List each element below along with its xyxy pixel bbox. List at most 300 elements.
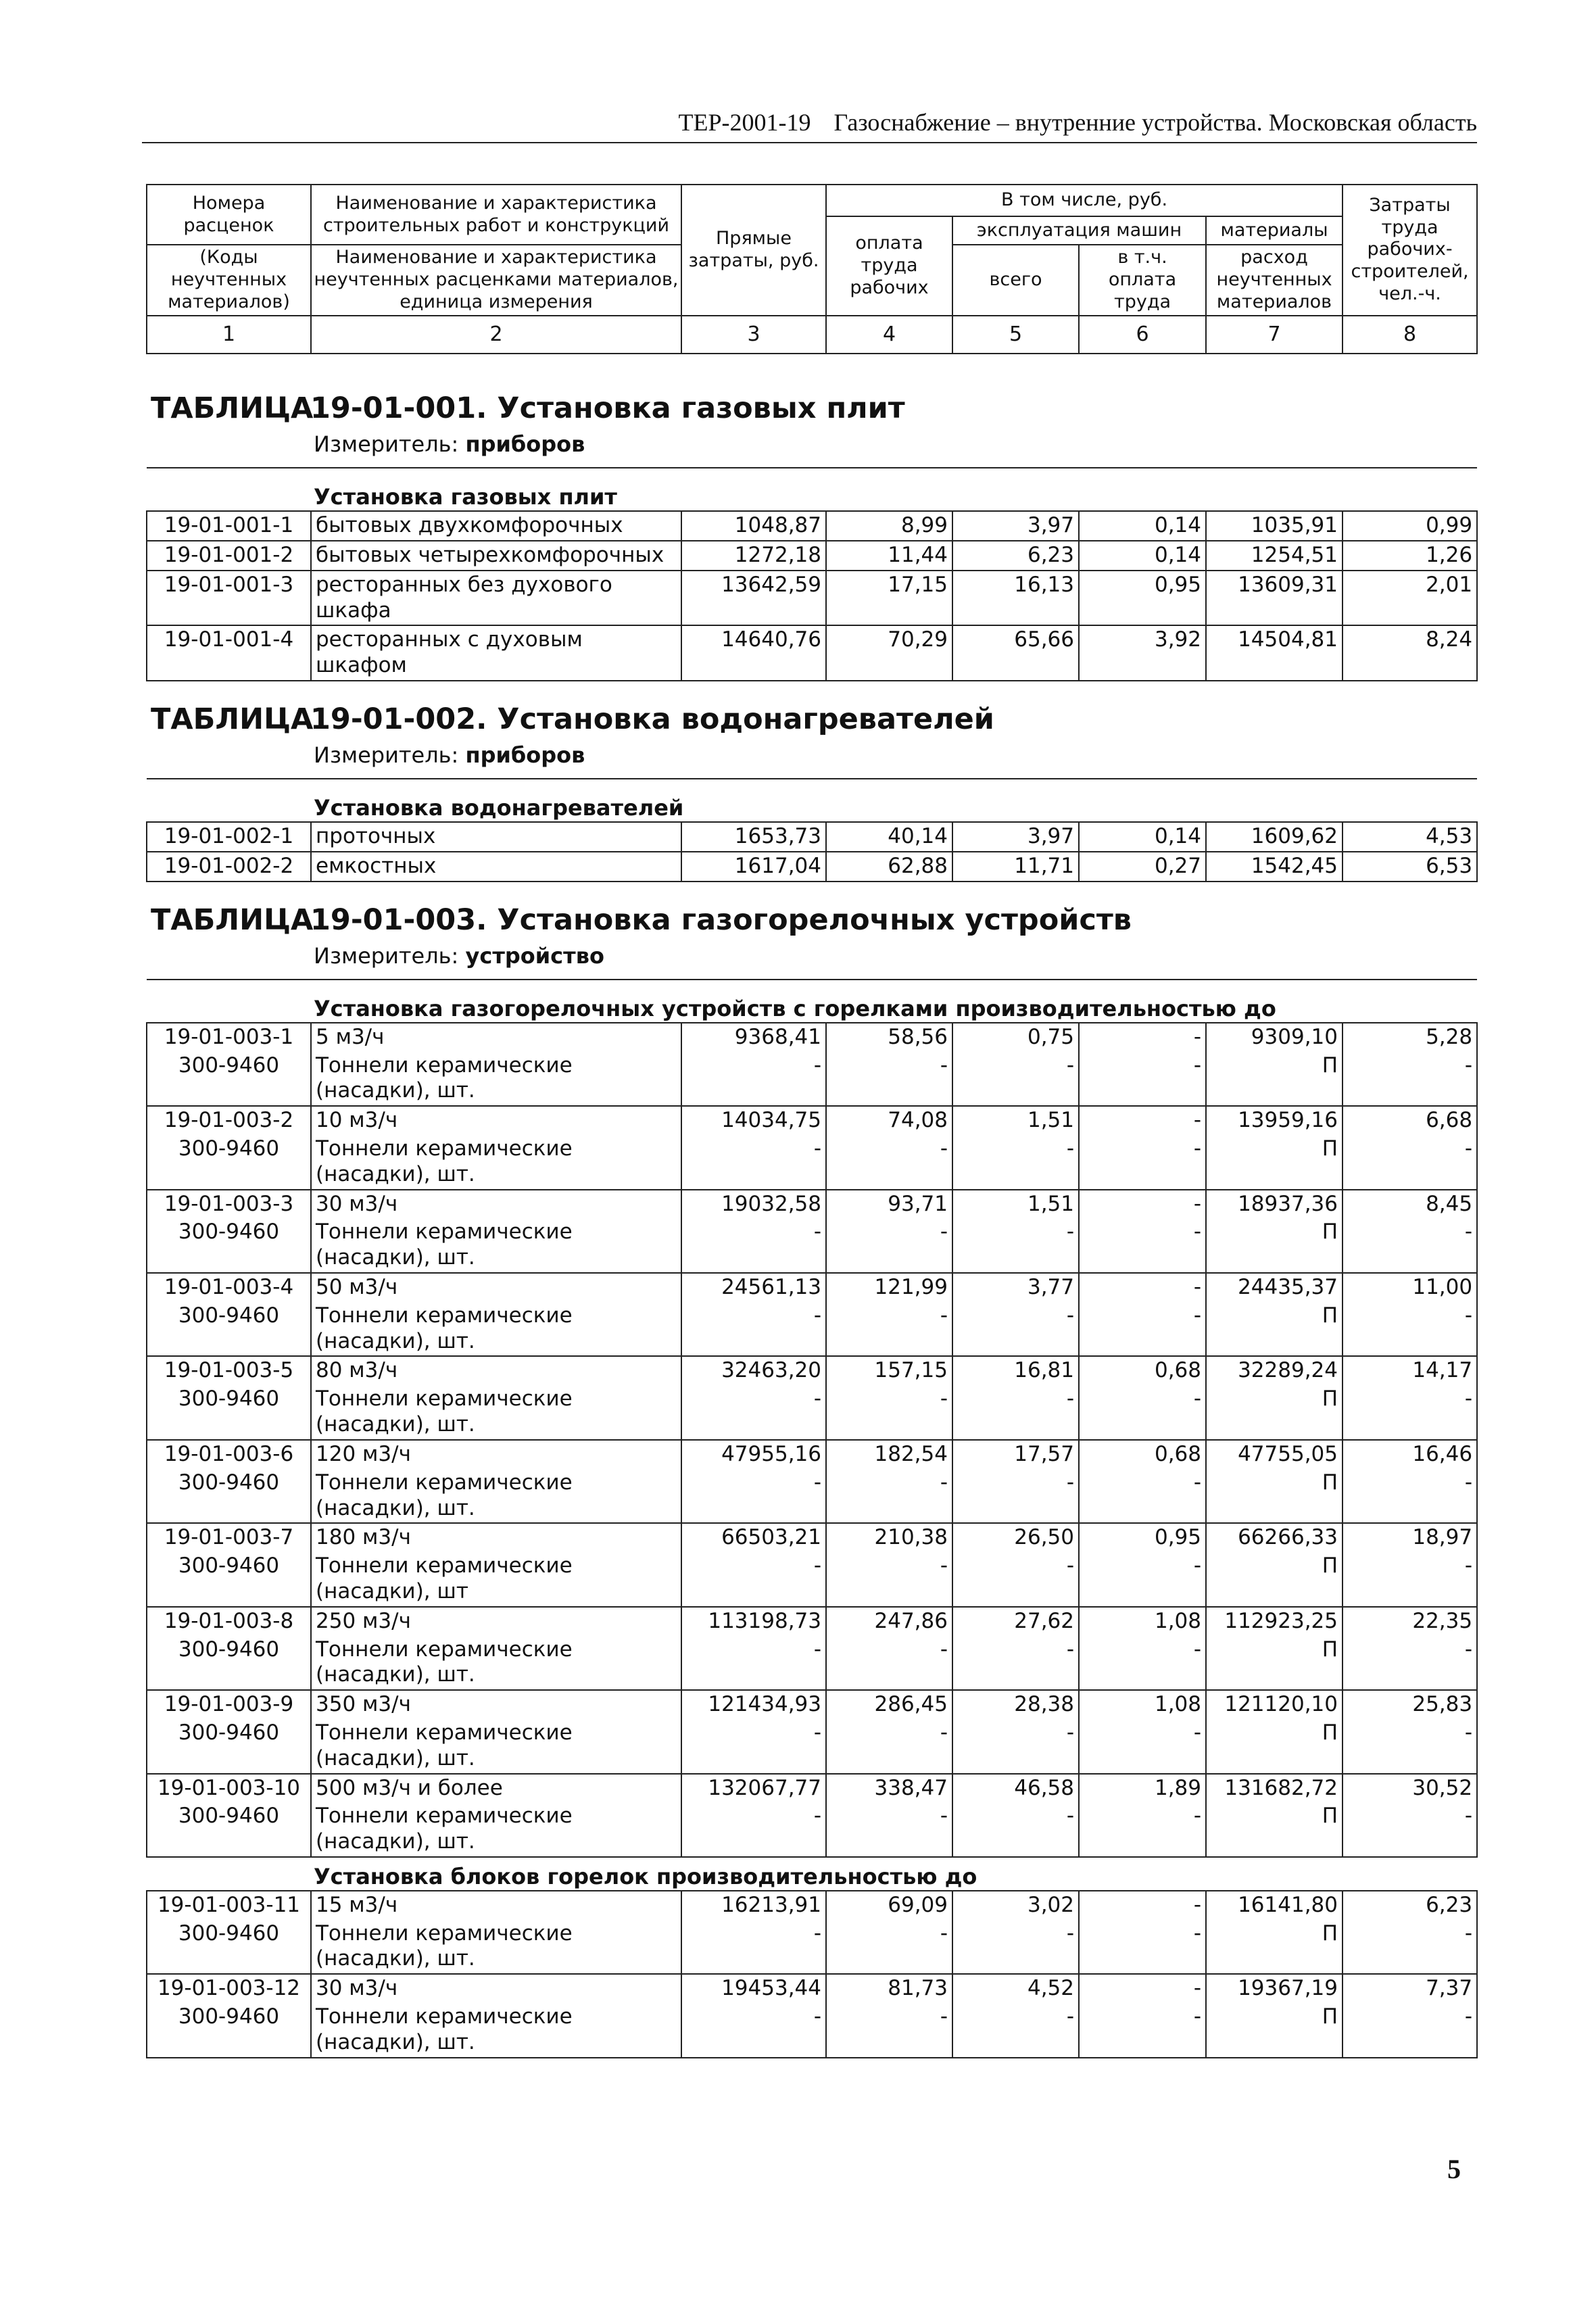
measure-value: устройство <box>465 943 604 969</box>
cell-c7: П <box>1206 1052 1343 1107</box>
cell-c3: - <box>681 1385 826 1440</box>
cell-c3: 1653,73 <box>681 822 826 852</box>
cell-c3: - <box>681 1802 826 1857</box>
material-row <box>147 2003 1477 2058</box>
cell-name: Тоннели керамические (насадки), шт. <box>311 2003 681 2058</box>
cell-name: 15 м3/ч <box>311 1891 681 1920</box>
cell-code: 19-01-003-4 <box>147 1273 311 1302</box>
cell-c5: 28,38 <box>952 1690 1079 1719</box>
machines-header: эксплуатация машин <box>952 216 1206 245</box>
cell-c3: 1617,04 <box>681 852 826 882</box>
cell-c4: 157,15 <box>826 1356 952 1385</box>
cell-c6: 0,14 <box>1079 822 1206 852</box>
material-row <box>147 1636 1477 1691</box>
table-row <box>147 1774 1477 1803</box>
cell-c3: 24561,13 <box>681 1273 826 1302</box>
table-row <box>147 1440 1477 1469</box>
cell-c5: - <box>952 1218 1079 1273</box>
cell-code: 19-01-003-8 <box>147 1607 311 1636</box>
subtitle-row <box>147 1857 1477 1891</box>
col-number-7: 7 <box>1206 316 1343 354</box>
table-row <box>147 571 1477 626</box>
cell-c8: - <box>1343 2003 1477 2058</box>
cell-c3: 132067,77 <box>681 1774 826 1803</box>
cell-c5: - <box>952 1052 1079 1107</box>
cell-c3: 19032,58 <box>681 1190 826 1219</box>
cell-c7: 131682,72 <box>1206 1774 1343 1803</box>
section-title <box>147 882 1477 942</box>
cell-c6: - <box>1079 1802 1206 1857</box>
cell-c4: 11,44 <box>826 541 952 571</box>
cell-name: 30 м3/ч <box>311 1974 681 2003</box>
cell-name: Тоннели керамические (насадки), шт. <box>311 1920 681 1975</box>
cell-c5: 3,77 <box>952 1273 1079 1302</box>
table-row <box>147 1891 1477 1920</box>
cell-code: 19-01-001-3 <box>147 571 311 626</box>
cell-name: Тоннели керамические (насадки), шт <box>311 1552 681 1607</box>
cell-c4: - <box>826 1469 952 1524</box>
cell-c4: - <box>826 2003 952 2058</box>
cell-name: проточных <box>311 822 681 852</box>
cell-c6: 0,95 <box>1079 571 1206 626</box>
cell-code: 300-9460 <box>147 1552 311 1607</box>
cell-name: 500 м3/ч и более <box>311 1774 681 1803</box>
cell-code: 19-01-001-1 <box>147 511 311 541</box>
cell-c8: 22,35 <box>1343 1607 1477 1636</box>
group-subtitle: Установка газовых плит <box>147 468 1477 511</box>
cell-c6: 0,14 <box>1079 541 1206 571</box>
cell-c4: 81,73 <box>826 1974 952 2003</box>
running-header <box>142 108 1477 143</box>
cell-c3: 13642,59 <box>681 571 826 626</box>
table-row <box>147 1356 1477 1385</box>
cell-c4: 121,99 <box>826 1273 952 1302</box>
cell-c7: 9309,10 <box>1206 1023 1343 1052</box>
table-row <box>147 1607 1477 1636</box>
group-subtitle: Установка газогорелочных устройств с горелками производительностью до <box>147 980 1477 1023</box>
cell-c7: П <box>1206 1218 1343 1273</box>
document-title: Газоснабжение – внутренние устройства. Московская область <box>833 109 1477 136</box>
cell-c6: - <box>1079 1636 1206 1691</box>
cell-name: Тоннели керамические (насадки), шт. <box>311 1302 681 1357</box>
table-row <box>147 822 1477 852</box>
cell-name: 30 м3/ч <box>311 1190 681 1219</box>
cell-c6: - <box>1079 1023 1206 1052</box>
cell-c7: П <box>1206 2003 1343 2058</box>
measure-row <box>147 942 1477 980</box>
measure <box>147 942 1477 980</box>
rates-table <box>146 370 1478 2058</box>
cell-c8: - <box>1343 1552 1477 1607</box>
cell-c7: П <box>1206 1636 1343 1691</box>
cell-c6: - <box>1079 1135 1206 1190</box>
cell-c8: 18,97 <box>1343 1523 1477 1552</box>
cell-c4: 69,09 <box>826 1891 952 1920</box>
material-row <box>147 1552 1477 1607</box>
cell-c7: П <box>1206 1469 1343 1524</box>
cell-c7: 1542,45 <box>1206 852 1343 882</box>
cell-c3: - <box>681 1218 826 1273</box>
measure-row <box>147 430 1477 468</box>
cell-c6: - <box>1079 1190 1206 1219</box>
cell-c5: - <box>952 1302 1079 1357</box>
cell-c5: 11,71 <box>952 852 1079 882</box>
cell-c3: - <box>681 1052 826 1107</box>
cell-c5: 26,50 <box>952 1523 1079 1552</box>
cell-c6: 3,92 <box>1079 625 1206 681</box>
cell-c7: 1609,62 <box>1206 822 1343 852</box>
cell-name: Тоннели керамические (насадки), шт. <box>311 1135 681 1190</box>
cell-name: 50 м3/ч <box>311 1273 681 1302</box>
cell-c7: 112923,25 <box>1206 1607 1343 1636</box>
col-number-2: 2 <box>311 316 681 354</box>
cell-code: 300-9460 <box>147 1218 311 1273</box>
cell-c5: 3,97 <box>952 511 1079 541</box>
cell-c7: 13959,16 <box>1206 1106 1343 1135</box>
cell-name: Тоннели керамические (насадки), шт. <box>311 1719 681 1774</box>
section-heading: 19-01-003. Установка газогорелочных устройств <box>310 902 1132 937</box>
measure-value: приборов <box>465 431 585 458</box>
cell-code: 19-01-003-12 <box>147 1974 311 2003</box>
table-row <box>147 1023 1477 1052</box>
material-row <box>147 1469 1477 1524</box>
material-row <box>147 1052 1477 1107</box>
measure-label: Измеритель: <box>314 742 459 769</box>
cell-code: 19-01-003-6 <box>147 1440 311 1469</box>
measure <box>147 741 1477 779</box>
cell-c8: 2,01 <box>1343 571 1477 626</box>
cell-c4: 247,86 <box>826 1607 952 1636</box>
cell-name: Тоннели керамические (насадки), шт. <box>311 1052 681 1107</box>
cell-c4: 17,15 <box>826 571 952 626</box>
table-row <box>147 1690 1477 1719</box>
cell-c8: - <box>1343 1920 1477 1975</box>
cell-c7: П <box>1206 1719 1343 1774</box>
cell-c4: 182,54 <box>826 1440 952 1469</box>
group-header: В том числе, руб. <box>826 185 1343 216</box>
cell-c3: - <box>681 1302 826 1357</box>
cell-c3: 14640,76 <box>681 625 826 681</box>
cell-c7: 16141,80 <box>1206 1891 1343 1920</box>
cell-c8: 14,17 <box>1343 1356 1477 1385</box>
cell-c4: - <box>826 1636 952 1691</box>
cell-c3: 19453,44 <box>681 1974 826 2003</box>
cell-name: 350 м3/ч <box>311 1690 681 1719</box>
page-number: 5 <box>1447 2154 1461 2184</box>
cell-code: 19-01-003-2 <box>147 1106 311 1135</box>
cell-c4: 93,71 <box>826 1190 952 1219</box>
cell-c7: П <box>1206 1135 1343 1190</box>
cell-c4: 8,99 <box>826 511 952 541</box>
cell-c5: - <box>952 2003 1079 2058</box>
section-label: ТАБЛИЦА <box>151 902 314 937</box>
col-number-5: 5 <box>952 316 1079 354</box>
cell-c6: - <box>1079 1719 1206 1774</box>
cell-c8: 7,37 <box>1343 1974 1477 2003</box>
cell-c3: 16213,91 <box>681 1891 826 1920</box>
cell-c4: - <box>826 1052 952 1107</box>
cell-code: 19-01-002-1 <box>147 822 311 852</box>
material-row <box>147 1802 1477 1857</box>
cell-c6: 0,68 <box>1079 1356 1206 1385</box>
cell-c7: П <box>1206 1920 1343 1975</box>
cell-c4: 58,56 <box>826 1023 952 1052</box>
col2b-header: Наименование и характеристика неучтенных расценками материалов, единица измерения <box>311 245 681 316</box>
measure-row <box>147 741 1477 779</box>
cell-code: 300-9460 <box>147 2003 311 2058</box>
cell-c6: - <box>1079 1273 1206 1302</box>
cell-name: 250 м3/ч <box>311 1607 681 1636</box>
cell-c3: - <box>681 1636 826 1691</box>
group-subtitle: Установка водонагревателей <box>147 779 1477 822</box>
cell-c5: - <box>952 1636 1079 1691</box>
cell-name: Тоннели керамические (насадки), шт. <box>311 1385 681 1440</box>
cell-c3: 66503,21 <box>681 1523 826 1552</box>
cell-c3: 1272,18 <box>681 541 826 571</box>
col4-header: оплата труда рабочих <box>826 216 952 316</box>
cell-code: 19-01-002-2 <box>147 852 311 882</box>
cell-c6: 0,68 <box>1079 1440 1206 1469</box>
col3-header: Прямые затраты, руб. <box>681 185 826 316</box>
column-header-table <box>146 184 1478 354</box>
cell-c7: 121120,10 <box>1206 1690 1343 1719</box>
section-title <box>147 370 1477 430</box>
cell-c4: 74,08 <box>826 1106 952 1135</box>
cell-c4: - <box>826 1218 952 1273</box>
cell-name: 80 м3/ч <box>311 1356 681 1385</box>
cell-c8: - <box>1343 1636 1477 1691</box>
cell-name: ресторанных с духовым шкафом <box>311 625 681 681</box>
cell-c7: П <box>1206 1385 1343 1440</box>
cell-code: 19-01-001-2 <box>147 541 311 571</box>
cell-c6: - <box>1079 1974 1206 2003</box>
cell-code: 19-01-003-1 <box>147 1023 311 1052</box>
cell-code: 300-9460 <box>147 1719 311 1774</box>
cell-c5: 1,51 <box>952 1190 1079 1219</box>
cell-code: 300-9460 <box>147 1135 311 1190</box>
col-number-8: 8 <box>1343 316 1477 354</box>
cell-c5: 27,62 <box>952 1607 1079 1636</box>
cell-c3: - <box>681 1135 826 1190</box>
table-row <box>147 1106 1477 1135</box>
cell-code: 300-9460 <box>147 1052 311 1107</box>
cell-c8: - <box>1343 1469 1477 1524</box>
col6-header: в т.ч. оплата труда <box>1079 245 1206 316</box>
cell-c4: - <box>826 1802 952 1857</box>
col-number-6: 6 <box>1079 316 1206 354</box>
cell-c5: - <box>952 1552 1079 1607</box>
cell-c4: - <box>826 1302 952 1357</box>
cell-c8: 11,00 <box>1343 1273 1477 1302</box>
table-row <box>147 541 1477 571</box>
cell-c5: 16,13 <box>952 571 1079 626</box>
material-row <box>147 1385 1477 1440</box>
cell-c6: - <box>1079 1106 1206 1135</box>
cell-c5: - <box>952 1719 1079 1774</box>
cell-code: 19-01-001-4 <box>147 625 311 681</box>
cell-c3: - <box>681 1719 826 1774</box>
section-heading: 19-01-001. Установка газовых плит <box>310 391 905 425</box>
cell-c4: 70,29 <box>826 625 952 681</box>
cell-c3: - <box>681 1552 826 1607</box>
cell-c4: - <box>826 1552 952 1607</box>
cell-c3: 9368,41 <box>681 1023 826 1052</box>
table-row <box>147 511 1477 541</box>
cell-c8: 16,46 <box>1343 1440 1477 1469</box>
cell-c8: 6,53 <box>1343 852 1477 882</box>
cell-c7: 32289,24 <box>1206 1356 1343 1385</box>
cell-name: 180 м3/ч <box>311 1523 681 1552</box>
cell-code: 300-9460 <box>147 1385 311 1440</box>
cell-c7: 1035,91 <box>1206 511 1343 541</box>
cell-name: Тоннели керамические (насадки), шт. <box>311 1469 681 1524</box>
section-label: ТАБЛИЦА <box>151 702 314 736</box>
cell-c8: - <box>1343 1218 1477 1273</box>
cell-c5: 6,23 <box>952 541 1079 571</box>
cell-code: 19-01-003-5 <box>147 1356 311 1385</box>
cell-c4: - <box>826 1135 952 1190</box>
cell-name: 120 м3/ч <box>311 1440 681 1469</box>
cell-name: Тоннели керамические (насадки), шт. <box>311 1636 681 1691</box>
measure <box>147 430 1477 468</box>
cell-c6: 1,08 <box>1079 1690 1206 1719</box>
col5-header: всего <box>952 245 1079 316</box>
cell-c8: 4,53 <box>1343 822 1477 852</box>
cell-c6: - <box>1079 1218 1206 1273</box>
cell-c8: - <box>1343 1385 1477 1440</box>
cell-c7: 24435,37 <box>1206 1273 1343 1302</box>
cell-c3: 121434,93 <box>681 1690 826 1719</box>
measure-label: Измеритель: <box>314 431 459 458</box>
measure-label: Измеритель: <box>314 943 459 969</box>
cell-c5: - <box>952 1469 1079 1524</box>
cell-c7: 18937,36 <box>1206 1190 1343 1219</box>
material-row <box>147 1218 1477 1273</box>
cell-code: 300-9460 <box>147 1636 311 1691</box>
cell-name: 5 м3/ч <box>311 1023 681 1052</box>
table-row <box>147 1190 1477 1219</box>
col1-header: Номера расценок <box>147 185 311 245</box>
table-row <box>147 625 1477 681</box>
cell-code: 300-9460 <box>147 1920 311 1975</box>
cell-c7: 66266,33 <box>1206 1523 1343 1552</box>
col-number-4: 4 <box>826 316 952 354</box>
cell-c6: - <box>1079 2003 1206 2058</box>
cell-c8: 8,24 <box>1343 625 1477 681</box>
cell-code: 19-01-003-9 <box>147 1690 311 1719</box>
cell-c5: 3,97 <box>952 822 1079 852</box>
subtitle-row <box>147 779 1477 822</box>
cell-c5: 0,75 <box>952 1023 1079 1052</box>
cell-c3: - <box>681 1920 826 1975</box>
cell-c3: - <box>681 2003 826 2058</box>
cell-c4: 62,88 <box>826 852 952 882</box>
cell-c8: - <box>1343 1802 1477 1857</box>
col1b-header: (Коды неучтенных материалов) <box>147 245 311 316</box>
cell-c6: - <box>1079 1302 1206 1357</box>
cell-c4: 40,14 <box>826 822 952 852</box>
cell-c8: - <box>1343 1302 1477 1357</box>
cell-c6: - <box>1079 1891 1206 1920</box>
subtitle-row <box>147 468 1477 511</box>
cell-name: Тоннели керамические (насадки), шт. <box>311 1802 681 1857</box>
cell-c8: - <box>1343 1135 1477 1190</box>
cell-c3: 14034,75 <box>681 1106 826 1135</box>
cell-c6: - <box>1079 1385 1206 1440</box>
cell-c8: - <box>1343 1052 1477 1107</box>
cell-c6: 0,27 <box>1079 852 1206 882</box>
cell-c8: 6,23 <box>1343 1891 1477 1920</box>
cell-c7: 19367,19 <box>1206 1974 1343 2003</box>
col7-header: расход неучтенных материалов <box>1206 245 1343 316</box>
material-row <box>147 1302 1477 1357</box>
cell-c3: - <box>681 1469 826 1524</box>
cell-code: 300-9460 <box>147 1302 311 1357</box>
document-code: ТЕР-2001-19 <box>678 109 811 136</box>
cell-c6: 0,14 <box>1079 511 1206 541</box>
cell-c3: 113198,73 <box>681 1607 826 1636</box>
cell-c6: 0,95 <box>1079 1523 1206 1552</box>
cell-name: емкостных <box>311 852 681 882</box>
cell-c5: 65,66 <box>952 625 1079 681</box>
table-row <box>147 852 1477 882</box>
section-heading: 19-01-002. Установка водонагревателей <box>310 702 994 736</box>
section-title-row <box>147 882 1477 942</box>
col8-header: Затраты труда рабочих-строителей, чел.-ч. <box>1343 185 1477 316</box>
cell-c6: - <box>1079 1469 1206 1524</box>
cell-c8: 30,52 <box>1343 1774 1477 1803</box>
cell-c8: 6,68 <box>1343 1106 1477 1135</box>
cell-c8: 0,99 <box>1343 511 1477 541</box>
section-title-row <box>147 370 1477 430</box>
cell-c7: 1254,51 <box>1206 541 1343 571</box>
cell-code: 19-01-003-7 <box>147 1523 311 1552</box>
cell-code: 19-01-003-3 <box>147 1190 311 1219</box>
materials-header: материалы <box>1206 216 1343 245</box>
cell-c4: 286,45 <box>826 1690 952 1719</box>
cell-code: 300-9460 <box>147 1469 311 1524</box>
cell-c5: - <box>952 1385 1079 1440</box>
cell-c7: 14504,81 <box>1206 625 1343 681</box>
cell-name: Тоннели керамические (насадки), шт. <box>311 1218 681 1273</box>
col2-header: Наименование и характеристика строительных работ и конструкций <box>311 185 681 245</box>
cell-c4: - <box>826 1920 952 1975</box>
cell-c5: 16,81 <box>952 1356 1079 1385</box>
cell-c4: 210,38 <box>826 1523 952 1552</box>
cell-c4: 338,47 <box>826 1774 952 1803</box>
cell-c5: - <box>952 1135 1079 1190</box>
col-number-3: 3 <box>681 316 826 354</box>
cell-c5: 4,52 <box>952 1974 1079 2003</box>
cell-c3: 1048,87 <box>681 511 826 541</box>
cell-c8: 25,83 <box>1343 1690 1477 1719</box>
cell-c6: - <box>1079 1920 1206 1975</box>
cell-name: ресторанных без духового шкафа <box>311 571 681 626</box>
cell-c5: 1,51 <box>952 1106 1079 1135</box>
cell-c5: - <box>952 1920 1079 1975</box>
cell-c5: - <box>952 1802 1079 1857</box>
table-row <box>147 1974 1477 2003</box>
cell-code: 19-01-003-10 <box>147 1774 311 1803</box>
cell-c3: 47955,16 <box>681 1440 826 1469</box>
cell-name: бытовых двухкомфорочных <box>311 511 681 541</box>
group-subtitle: Установка блоков горелок производительностью до <box>147 1857 1477 1891</box>
cell-c5: 46,58 <box>952 1774 1079 1803</box>
cell-c6: 1,89 <box>1079 1774 1206 1803</box>
cell-c6: - <box>1079 1552 1206 1607</box>
cell-code: 19-01-003-11 <box>147 1891 311 1920</box>
cell-c6: 1,08 <box>1079 1607 1206 1636</box>
